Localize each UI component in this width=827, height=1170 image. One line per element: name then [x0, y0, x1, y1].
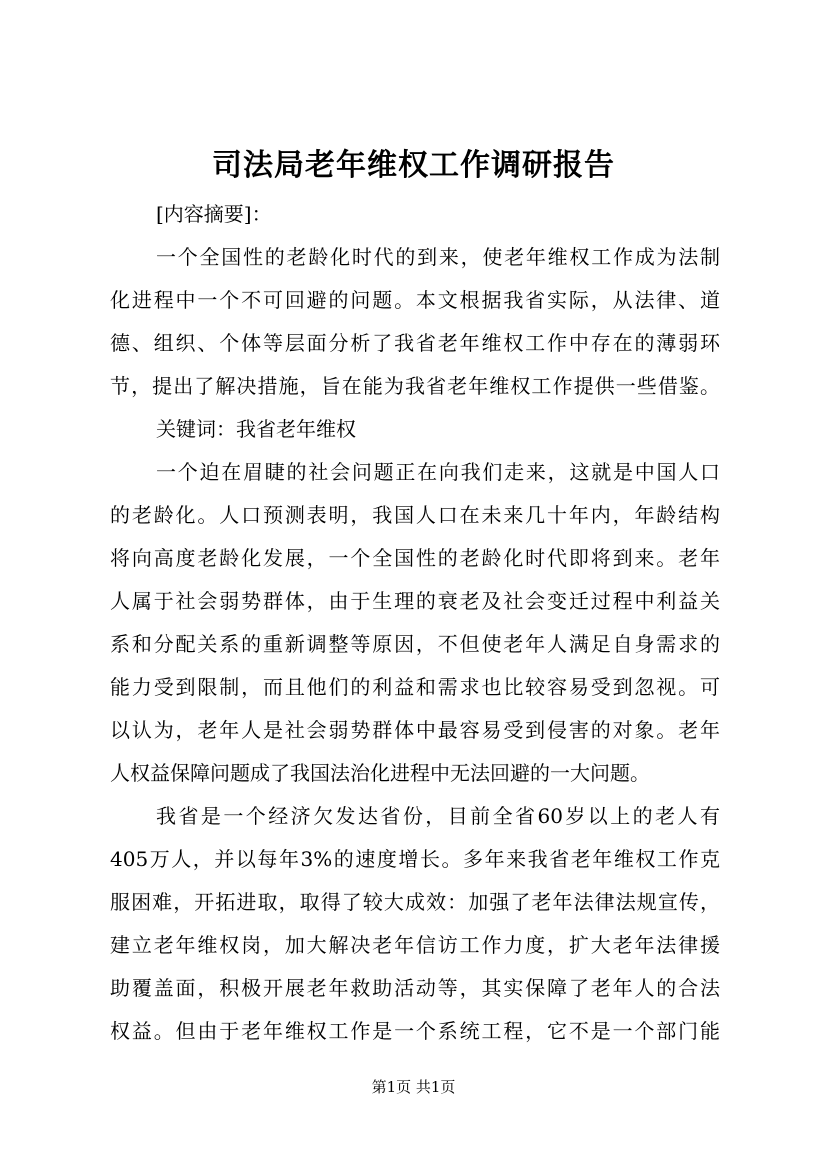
page-footer: 第1页 共1页 [371, 1078, 456, 1096]
keywords-line: 关键词：我省老年维权 [156, 417, 356, 441]
paragraph-line: 人权益保障问题成了我国法治化进程中无法回避的一大问题。 [110, 761, 650, 785]
paragraph-line: 一个全国性的老龄化时代的到来，使老年维权工作成为法制 [156, 245, 720, 269]
paragraph-line: 一个迫在眉睫的社会问题正在向我们走来，这就是中国人口 [156, 460, 720, 484]
paragraph-line: 以认为，老年人是社会弱势群体中最容易受到侵害的对象。老年 [110, 718, 720, 742]
paragraph-line: 405万人，并以每年3%的速度增长。多年来我省老年维权工作克 [110, 847, 720, 871]
paragraph-line: 我省是一个经济欠发达省份，目前全省60岁以上的老人有 [156, 804, 720, 828]
paragraph-line: 建立老年维权岗，加大解决老年信访工作力度，扩大老年法律援 [110, 933, 720, 957]
paragraph-line: 系和分配关系的重新调整等原因，不但使老年人满足自身需求的 [110, 632, 720, 656]
paragraph-line: 权益。但由于老年维权工作是一个系统工程，它不是一个部门能 [110, 1019, 720, 1043]
paragraph-line: 节，提出了解决措施，旨在能为我省老年维权工作提供一些借鉴。 [110, 374, 720, 398]
paragraph-line: 能力受到限制，而且他们的利益和需求也比较容易受到忽视。可 [110, 675, 720, 699]
paragraph-line: 的老龄化。人口预测表明，我国人口在未来几十年内，年龄结构 [110, 503, 720, 527]
paragraph-line: 人属于社会弱势群体，由于生理的衰老及社会变迁过程中利益关 [110, 589, 720, 613]
paragraph-line: 服困难，开拓进取，取得了较大成效：加强了老年法律法规宣传， [110, 890, 720, 914]
abstract-heading: [内容摘要]： [156, 202, 272, 226]
paragraph-line: 助覆盖面，积极开展老年救助活动等，其实保障了老年人的合法 [110, 976, 720, 1000]
document-title: 司法局老年维权工作调研报告 [212, 148, 615, 183]
paragraph-line: 化进程中一个不可回避的问题。本文根据我省实际，从法律、道 [110, 288, 720, 312]
paragraph-line: 德、组织、个体等层面分析了我省老年维权工作中存在的薄弱环 [110, 331, 720, 355]
paragraph-line: 将向高度老龄化发展，一个全国性的老龄化时代即将到来。老年 [110, 546, 720, 570]
